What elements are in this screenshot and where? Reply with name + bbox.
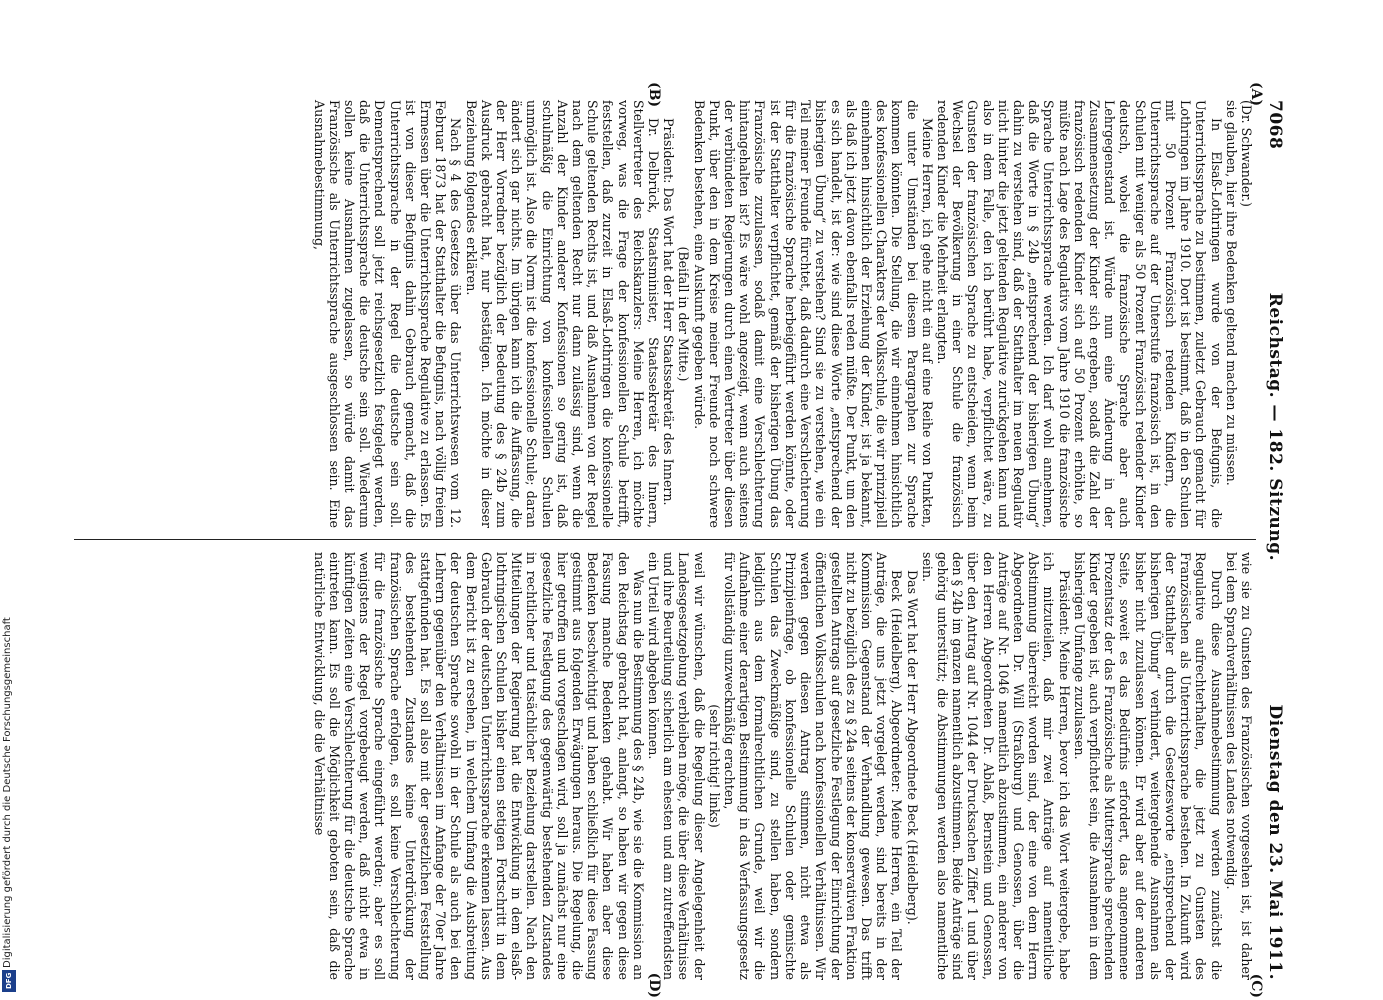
paragraph: Durch diese Ausnahmebestimmung werden zunächst die Regulative aufrechterhalten, die jetzt zu Gunsten des Französischen als Unterrichtssprache bestehen. In Zukunft wird der Statthalter durch die Gesetzesworte „entsprechend der bisherigen Übung“ verhindert, weitergehende Ausnahmen als bisher nicht zuzulassen können. Er wird aber auf der anderen Seite, soweit es das Bedürfnis erfordert, das angenommene Prozentsatz der das Französische als Muttersprache sprechenden Kinder gegeben ist, auch verpflichtet sein, die Ausnahmen in dem bisherigen Umfange zuzulassen. xyxy=(1071,552,1224,980)
paragraph: Nach § 4 des Gesetzes über das Unterrichtswesen vom 12. Februar 1873 hat der Statthalter die Befugnis, nach völlig freiem Ermessen über die Unterrichtssprache Regulative zu erlassen. Es ist von dieser Befugnis dahin Gebrauch gemacht, daß die Unterrichtssprache in der Regel die deutsche sein soll. Dementsprechend soll jetzt reichsgesetzlich festgelegt werden, daß die Unterrichtssprache die deutsche sein soll. Wiederum sollen keine Ausnahmen zugelassen, so würde damit das Französische als Unterrichtssprache ausgeschlossen sein. Eine Ausnahmebestimmung, xyxy=(311,100,464,528)
session-date: Dienstag den 23. Mai 1911. xyxy=(1265,704,1285,980)
margin-mark-a: (A) xyxy=(1248,82,1264,107)
president-statement: Präsident: Meine Herren, bevor ich das Wort weitergebe, habe ich mitzuteilen, daß mir zwei Anträge auf namentliche Abstimmung überreicht worden sind, der eine von dem Herrn Abgeordneten Dr. Will (Straßburg) und Genossen, über die Anträge auf Nr. 1046 namentlich abzustimmen, ein anderer von den Herren Abgeordneten Dr. Ablaß, Bernstein und Genossen, über den Antrag auf Nr. 1044 der Drucksachen Ziffer 1 und über den § 24b im ganzen namentlich abzustimmen. Beide Anträge sind gehörig unterstützt; die Abstimmungen werden also namentliche sein. xyxy=(919,552,1072,980)
speech-beck: Beck (Heidelberg), Abgeordneter: Meine Herren, ein Teil der Anträge, die uns jetzt vorgelegt werden, sind bereits in der Kommission Gegenstand der Verhandlung gewesen. Das trifft nicht zu bezüglich des zu § 24a seitens der konservativen Fraktion gestellten Antrags auf gesetzliche Festlegung der Einrichtung der öffentlichen Volksschulen nach konfessionellen Verhältnissen. Wir werden gegen diesen Antrag stimmen, nicht etwa als Prinzipienfrage, ob konfessionelle Schulen oder gemischte Schulen das Zweckmäßige sind, zu stellen haben, sondern lediglich aus dem formalrechtlichen Grunde, weil wir die Aufnahme einer derartigen Bestimmung in das Verfassungsgesetz für vollständig unzweckmäßig erachten, xyxy=(722,552,905,980)
margin-mark-b: (B) xyxy=(646,82,662,108)
rotated-page xyxy=(62,80,1302,1000)
president-statement: Präsident: Das Wort hat der Herr Staatssekretär des Innern. xyxy=(661,118,677,506)
digitization-credit: Digitalisierung gefördert durch die Deutsche Forschungsgemeinschaft xyxy=(2,617,13,968)
page-header xyxy=(1262,100,1288,980)
page-number: 7068 xyxy=(1265,100,1285,150)
margin-mark-d: (D) xyxy=(646,972,662,998)
column-divider xyxy=(74,539,1256,540)
session-title: Reichstag. — 182. Sitzung. xyxy=(1265,292,1285,562)
paragraph: Meine Herren, ich gehe nicht ein auf eine Reihe von Punkten, die unter Umständen bei diesem Paragraphen zur Sprache kommen könnten. Die Stellung, die wir einnehmen hinsichtlich des konfessionellen Charakters der Volksschule, die wir prinzipiell einnehmen hinsichtlich der Erziehung der Kinder, ist ja bekannt, als daß ich jetzt davon ebenfalls reden müßte. Der Punkt, um den es sich handelt, ist der: wie sind diese Worte „entsprechend der bisherigen Übung“ zu verstehen? Sind sie zu verstehen, wie ein Teil meiner Freunde fürchtet, daß dadurch eine Verschlechterung für die französische Sprache herbeigeführt werden könnte, oder ist der Statthalter verpflichtet, gemäß der bisherigen Übung das Französische zuzulassen, sodaß damit eine Verschlechterung hintangehalten ist? Es wäre wohl angezeigt, wenn auch seitens der verbündeten Regierungen durch einen Vertreter über diesen Punkt, über den in dem Kreise meiner Freunde noch schwere Bedenken bestehen, eine Auskunft gegeben würde. xyxy=(691,100,935,528)
speaker-note: (Dr. Schwander.) xyxy=(1239,100,1254,207)
paragraph: wie sie zu Gunsten des Französischen vorgesehen ist, ist daher bei dem Sprachverhältnissen des Landes notwendig. xyxy=(1223,552,1254,980)
dfg-logo: DFG xyxy=(2,970,16,992)
paragraph: In Elsaß-Lothringen wurde von der Befugnis, die Unterrichtssprache zu bestimmen, zuletzt Gebrauch gemacht für Lothringen im Jahre 1910. Dort ist bestimmt, daß in den Schulen mit 50 Prozent Französisch redenden Kindern, die Unterrichtssprache auf der Unterstufe französisch ist, in den Schulen mit weniger als 50 Prozent Französisch redender Kinder deutsch, wobei die französische Sprache aber auch Lehrgegenstand ist. Würde nun eine Änderung in der Zusammensetzung der Kinder sich ergeben, sodaß die Zahl der französisch redenden Kinder sich auf 50 Prozent erhöhte, so müßte nach Lage des Regulativs vom Jahre 1910 die französische Sprache Unterrichtssprache werden. Ich darf wohl annehmen, daß die Worte in § 24b „entsprechend der bisherigen Übung“ dahin zu verstehen sind, daß der Statthalter im neuen Regulativ nicht hinter die jetzt geltenden Regulative zurückgehen kann und also in dem Falle, den ich berührt habe, verpflichtet wäre, zu Gunsten der französischen Sprache zu entscheiden, wenn beim Wechsel der Bevölkerung in einer Schule die französisch redenden Kinder die Mehrheit erlangten. xyxy=(934,100,1224,528)
margin-mark-c: (C) xyxy=(1248,973,1264,998)
interjection: (sehr richtig! links) xyxy=(706,704,722,828)
paragraph: Das Wort hat der Herr Abgeordnete Beck (Heidelberg). xyxy=(904,570,920,925)
left-column xyxy=(76,100,1254,528)
page-content xyxy=(62,80,1302,1000)
paragraph: sie glauben, hier ihre Bedenken geltend machen zu müssen. xyxy=(1223,100,1239,486)
applause-note: (Beifall in der Mitte.) xyxy=(676,246,692,382)
right-column xyxy=(76,552,1254,980)
paragraph: weil wir wünschen, daß die Regelung dieser Angelegenheit der Landesgesetzgebung verbleiben möge, die über diese Verhältnisse und ihre Beurteilung sicherlich am ehesten und am zutreffendsten ein Urteil wird abgeben können. xyxy=(646,552,707,980)
paragraph: Dr. Delbrück, Staatsminister, Staatssekretär des Innern, Stellvertreter des Reichskanzlers: Meine Herren, ich möchte vorweg, was die Frage der konfessionellen Schule betrifft, feststellen, daß zurzeit in Elsaß-Lothringen die konfessionelle Schule geltenden Rechts ist, und daß Ausnahmen von der Regel nach dem geltenden Recht nur dann zulässig sind, wenn die Anzahl der Kinder anderer Konfessionen so gering ist, daß schulmäßig die Einrichtung von konfessionellen Schulen unmöglich ist. Also die Norm ist die konfessionelle Schule; daran ändert sich gar nichts. Im übrigen kann ich die Auffassung, die der Herr Vorredner bezüglich der Bedeutung des § 24b zum Ausdruck gebracht hat, nur bestätigen. Ich möchte in dieser Beziehung folgendes erklären. xyxy=(463,100,662,528)
paragraph: Was nun die Bestimmung des § 24b, wie sie die Kommission an den Reichstag gebracht hat, anlangt, so haben wir gegen diese Fassung manche Bedenken gehabt. Wir haben aber diese Bedenken beschwichtigt und haben schließlich für diese Fassung gestimmt aus folgenden Erwägungen heraus. Die Regelung, die hier getroffen und vorgeschlagen wird, soll ja zunächst nur eine gesetzliche Festlegung des gegenwärtig bestehenden Zustandes in rechtlicher und tatsächlicher Beziehung darstellen. Nach den Mitteilungen der Regierung hat die Entwicklung in dem elsaß-lothringischen Schulen bisher einen stetigen Fortschritt in dem Gebrauch der deutschen Unterrichtssprache erkennen lassen. Aus dem Bericht ist zu ersehen, in welchem Umfang die Ausbreitung der deutschen Sprache sowohl in der Schule als auch bei den Lehrern gegenüber den Verhältnissen im Anfange der 70er Jahre stattgefunden hat. Es soll also mit der gesetzlichen Feststellung des bestehenden Zustandes keine Unterdrückung der französischen Sprache erfolgen, es soll keine Verschlechterung für die französische Sprache eingeführt werden; aber es soll wenigstens der Regel vorgebeugt werden, daß nicht etwa in künftigen Zeiten eine Verschlechterung für die deutsche Sprache eintreten kann. Es soll die Möglichkeit geboten sein, daß die natürliche Entwicklung, die die Verhältnisse xyxy=(311,552,646,980)
